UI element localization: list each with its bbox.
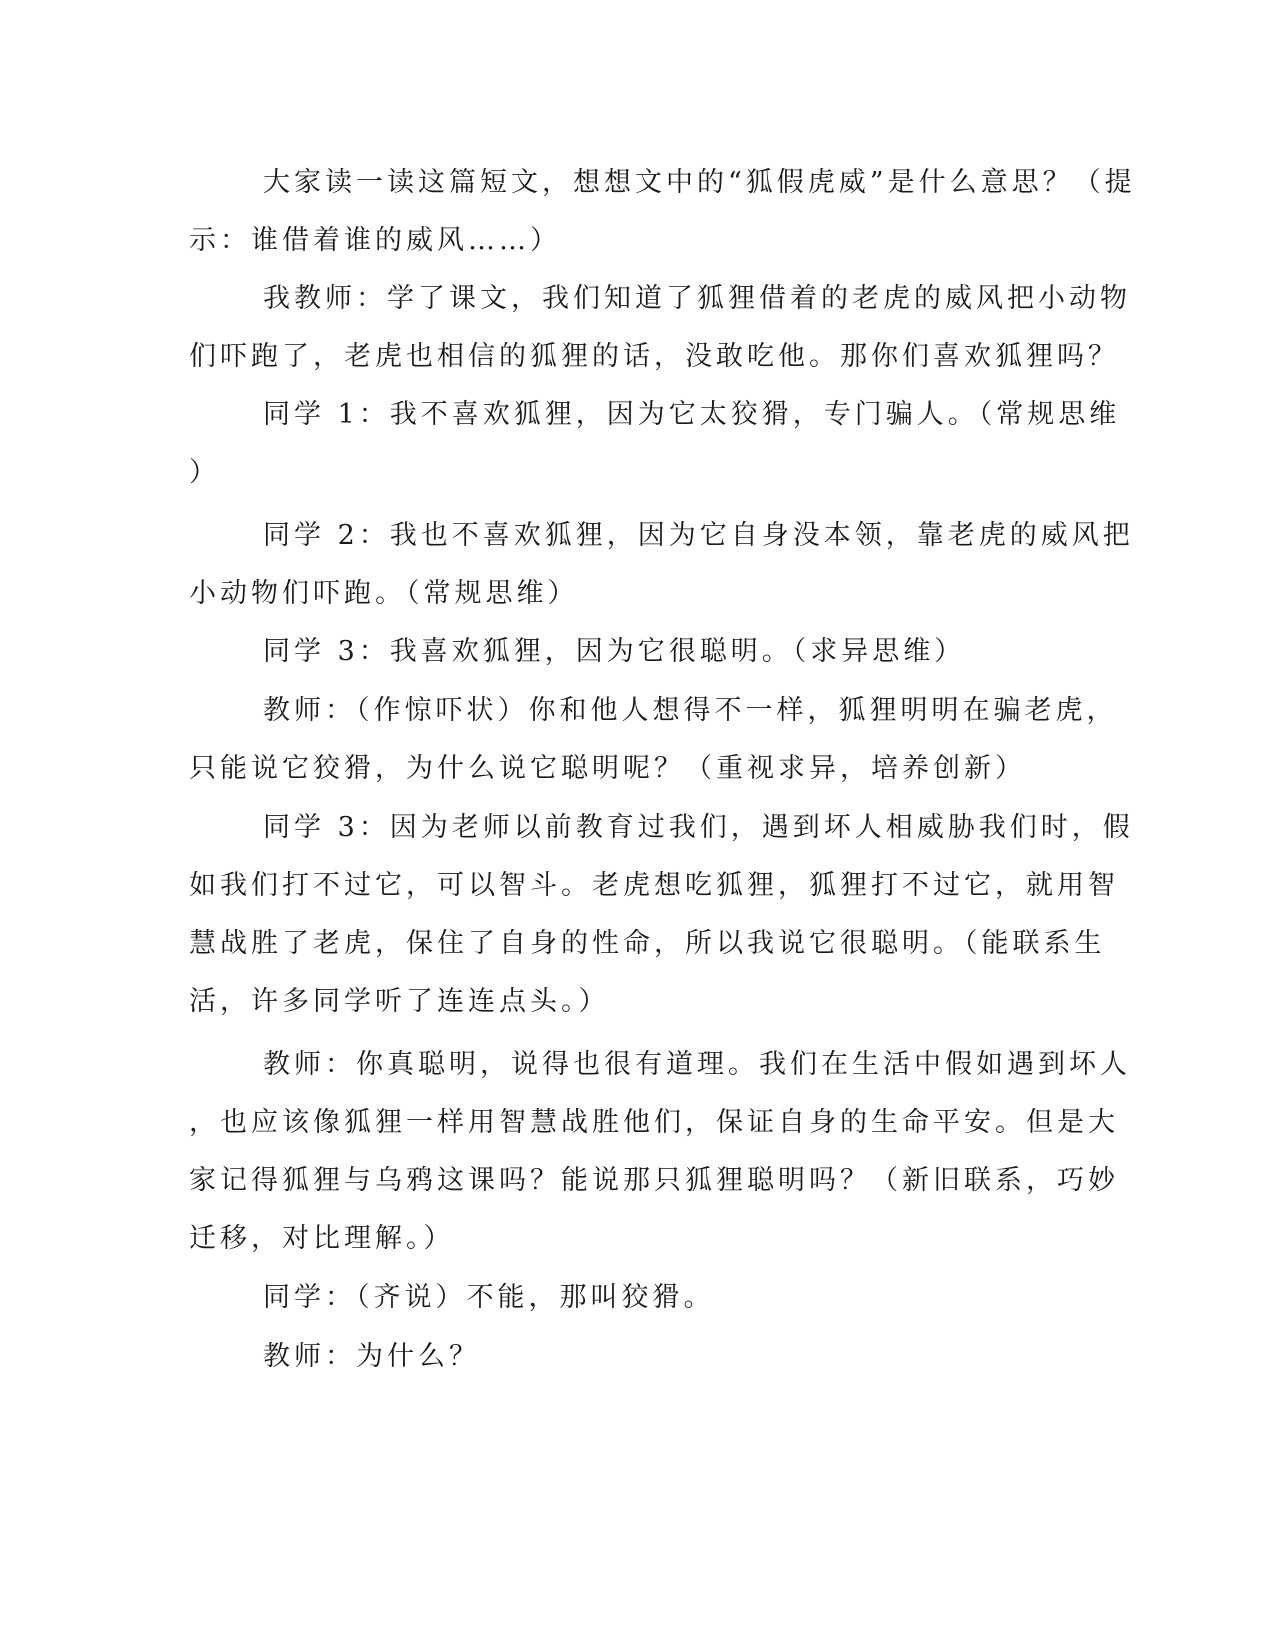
- paragraph-2-line-2: 们吓跑了，老虎也相信的狐狸的话，没敢吃他。那你们喜欢狐狸吗？: [189, 341, 1119, 372]
- paragraph-8-line-2: ，也应该像狐狸一样用智慧战胜他们，保证自身的生命平安。但是大: [189, 1107, 1119, 1138]
- paragraph-8-line-1: 教师：你真聪明，说得也很有道理。我们在生活中假如遇到坏人: [263, 1049, 1131, 1080]
- paragraph-6-line-2: 只能说它狡猾，为什么说它聪明呢？（重视求异，培养创新）: [189, 753, 1026, 784]
- paragraph-7-line-2: 如我们打不过它，可以智斗。老虎想吃狐狸，狐狸打不过它，就用智: [189, 870, 1119, 901]
- paragraph-7-line-3: 慧战胜了老虎，保住了自身的性命，所以我说它很聪明。（能联系生: [189, 928, 1106, 959]
- paragraph-2-line-1: 我教师：学了课文，我们知道了狐狸借着的老虎的威风把小动物: [263, 283, 1131, 314]
- paragraph-4-line-1: 同学 2：我也不喜欢狐狸，因为它自身没本领，靠老虎的威风把: [263, 520, 1134, 551]
- paragraph-1-line-1: 大家读一读这篇短文，想想文中的“狐假虎威”是什么意思？（提: [263, 167, 1136, 198]
- paragraph-1-line-2: 示：谁借着谁的威风……）: [189, 225, 561, 256]
- paragraph-6-line-1: 教师：（作惊吓状）你和他人想得不一样，狐狸明明在骗老虎，: [263, 695, 1118, 726]
- paragraph-3-line-1: 同学 1：我不喜欢狐狸，因为它太狡猾，专门骗人。（常规思维: [263, 399, 1121, 430]
- paragraph-3-line-2: ）: [189, 457, 220, 488]
- paragraph-5-line-1: 同学 3：我喜欢狐狸，因为它很聪明。（求异思维）: [263, 636, 966, 667]
- paragraph-4-line-2: 小动物们吓跑。（常规思维）: [189, 578, 579, 609]
- paragraph-7-line-1: 同学 3：因为老师以前教育过我们，遇到坏人相威胁我们时，假: [263, 812, 1134, 843]
- paragraph-7-line-4: 活，许多同学听了连连点头。）: [189, 986, 610, 1017]
- paragraph-8-line-3: 家记得狐狸与乌鸦这课吗？能说那只狐狸聪明吗？（新旧联系，巧妙: [189, 1165, 1119, 1196]
- paragraph-9-line-1: 同学：（齐说）不能，那叫狡猾。: [263, 1282, 715, 1313]
- paragraph-10-line-1: 教师：为什么？: [263, 1341, 480, 1372]
- paragraph-8-line-4: 迁移，对比理解。）: [189, 1223, 455, 1254]
